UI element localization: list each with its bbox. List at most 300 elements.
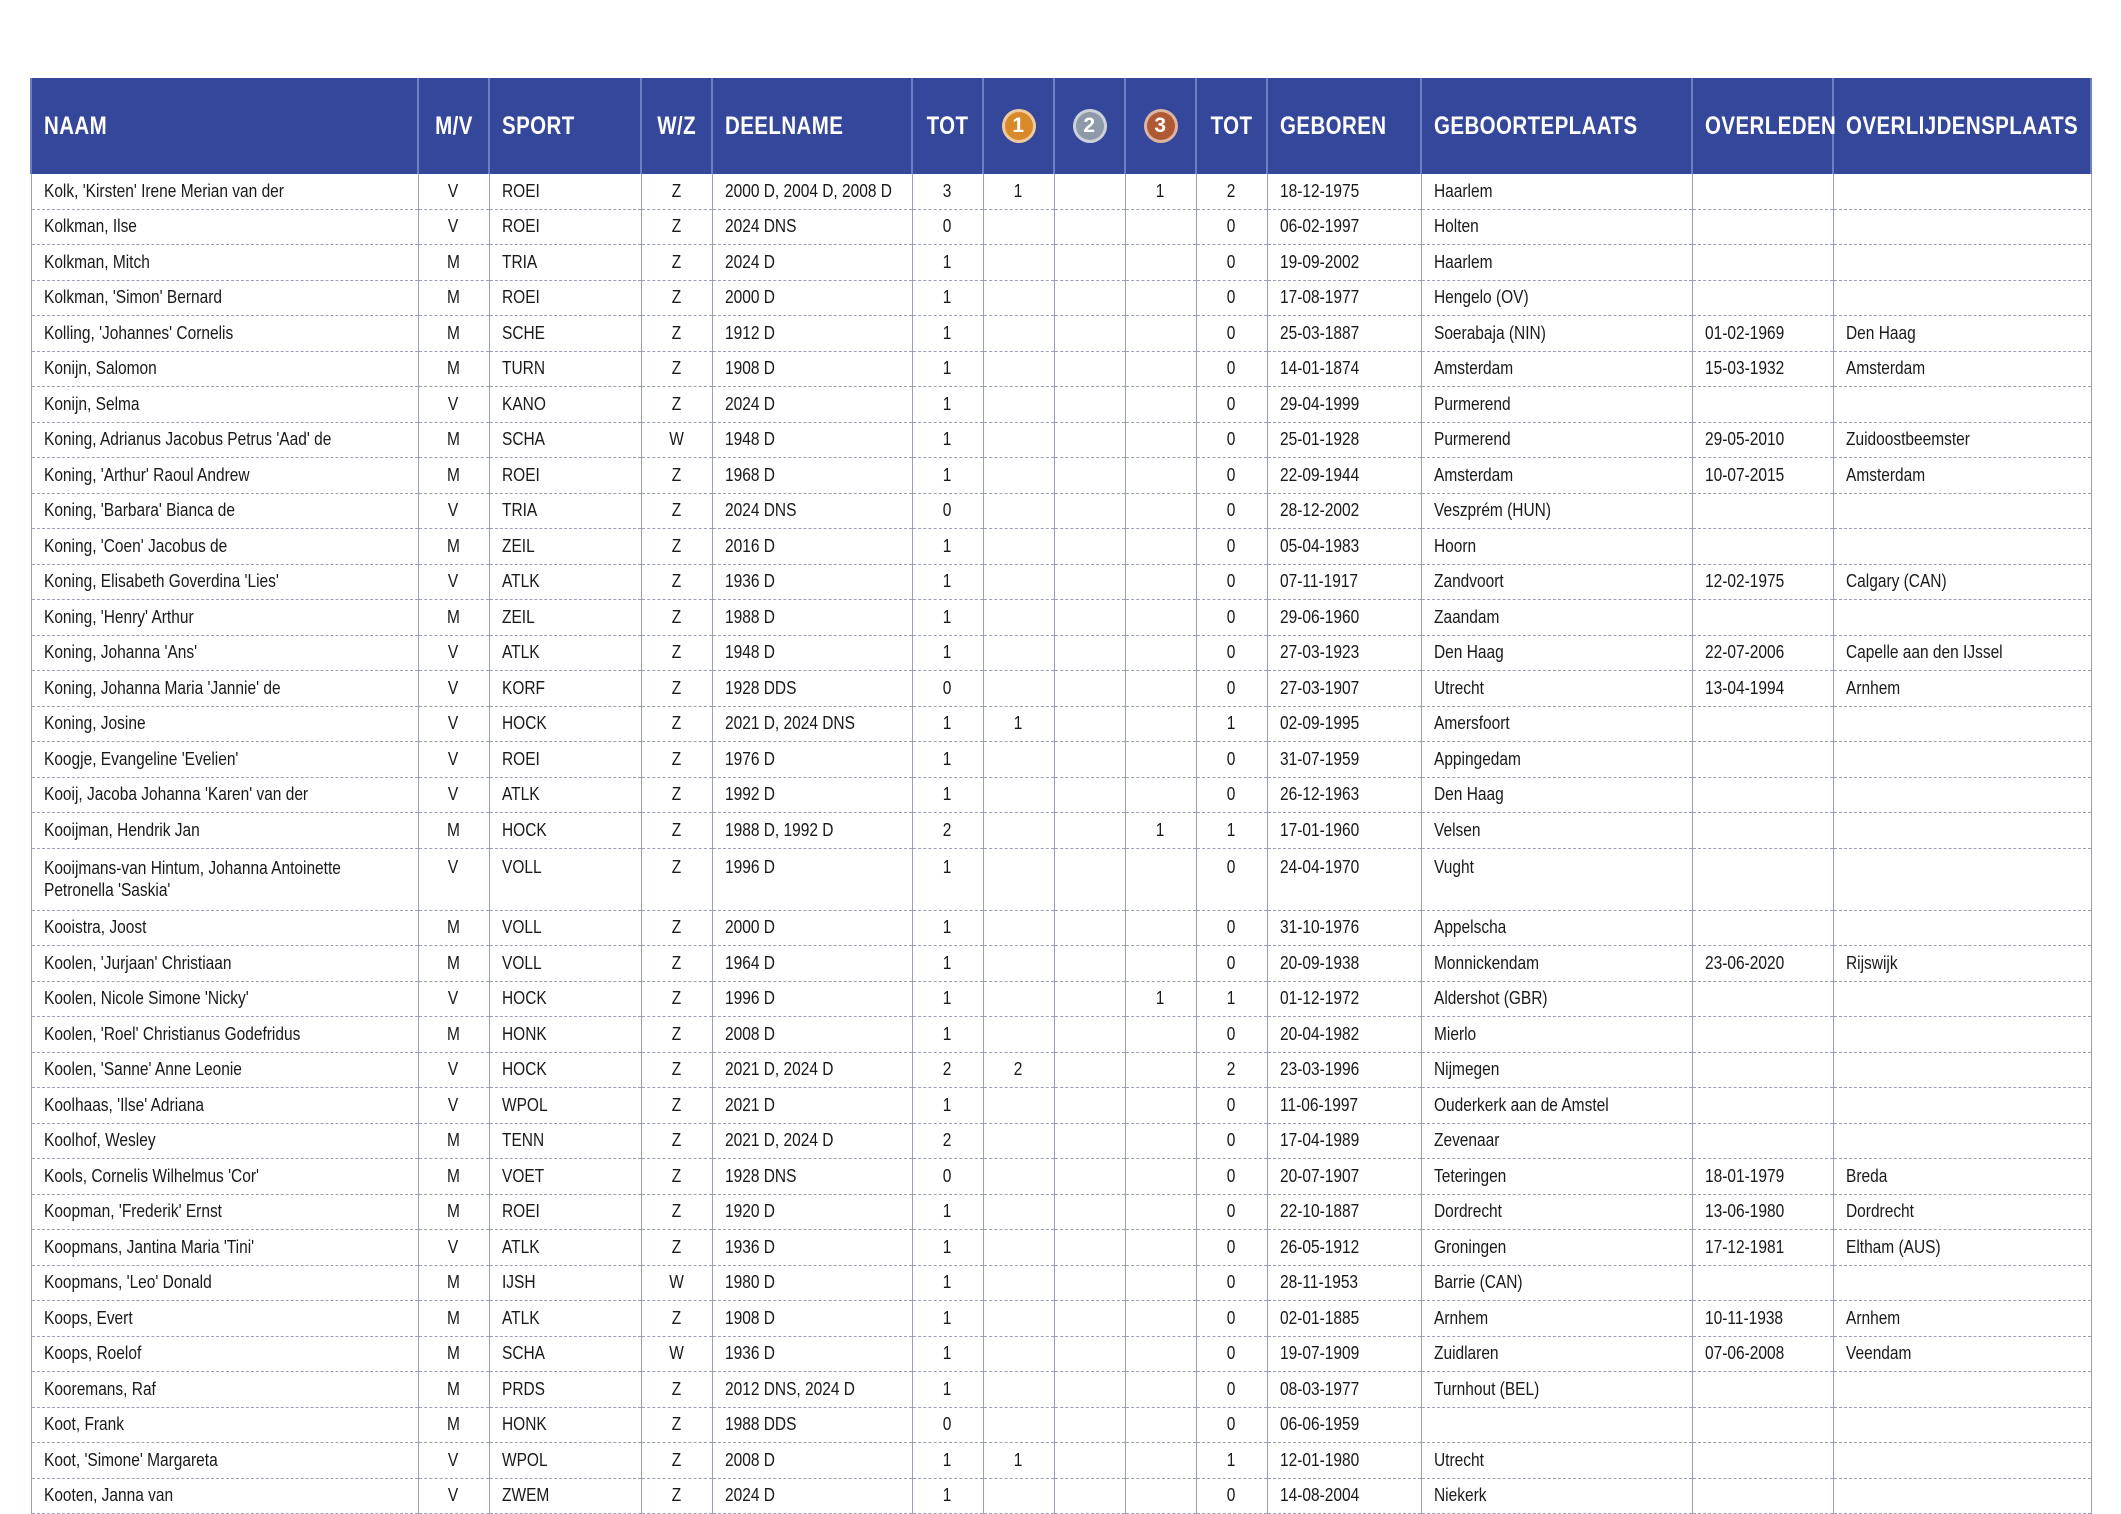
cell-tot-participations-text: 1 (943, 393, 952, 414)
cell-deelname-text: 1988 DDS (724, 1414, 796, 1435)
cell-deelname-text: 1920 D (724, 1201, 775, 1222)
cell-geboorteplaats-text: Holten (1433, 216, 1479, 237)
cell-overleden (1692, 742, 1833, 778)
cell-wz (641, 1052, 712, 1088)
cell-gold (983, 1478, 1054, 1514)
cell-naam-text: Konijn, Salomon (43, 358, 157, 379)
cell-wz (641, 1017, 712, 1053)
cell-silver (1054, 387, 1125, 423)
cell-sport (489, 493, 641, 529)
cell-overleden (1692, 981, 1833, 1017)
cell-sport (489, 209, 641, 245)
cell-deelname (712, 742, 912, 778)
cell-mv (418, 1407, 489, 1443)
cell-silver (1054, 1088, 1125, 1124)
cell-sport (489, 1372, 641, 1408)
cell-geboorteplaats-text: Velsen (1433, 819, 1480, 840)
cell-geboorteplaats (1421, 387, 1692, 423)
cell-mv-text: V (448, 180, 459, 201)
cell-geboren (1267, 316, 1421, 352)
cell-tot-participations-text: 1 (943, 1272, 952, 1293)
cell-deelname (712, 813, 912, 849)
table-row (31, 946, 2091, 982)
cell-overleden (1692, 1336, 1833, 1372)
cell-bronze (1125, 600, 1196, 636)
cell-naam (31, 1336, 418, 1372)
cell-overleden-text: 07-06-2008 (1704, 1343, 1784, 1364)
cell-deelname-text: 1976 D (724, 748, 775, 769)
cell-bronze (1125, 493, 1196, 529)
cell-overlijdensplaats (1833, 1123, 2091, 1159)
cell-mv-text: V (448, 1449, 459, 1470)
cell-sport (489, 351, 641, 387)
cell-geboorteplaats (1421, 458, 1692, 494)
table-row (31, 1372, 2091, 1408)
cell-overleden (1692, 848, 1833, 910)
header-naam: NAAM (31, 78, 418, 174)
table-row (31, 422, 2091, 458)
cell-deelname (712, 1443, 912, 1479)
cell-mv (418, 174, 489, 209)
cell-tot-participations-text: 0 (943, 500, 952, 521)
cell-gold (983, 1123, 1054, 1159)
table-row (31, 600, 2091, 636)
cell-tot-medals-text: 0 (1227, 677, 1236, 698)
cell-overleden (1692, 564, 1833, 600)
cell-tot-participations (912, 981, 983, 1017)
cell-wz (641, 777, 712, 813)
cell-mv-text: M (447, 1378, 460, 1399)
cell-naam (31, 387, 418, 423)
cell-overleden (1692, 1230, 1833, 1266)
cell-overlijdensplaats (1833, 1372, 2091, 1408)
cell-sport-text: VOLL (501, 917, 542, 938)
cell-bronze (1125, 1443, 1196, 1479)
cell-naam-text: Kolling, 'Johannes' Cornelis (43, 322, 233, 343)
cell-silver (1054, 493, 1125, 529)
cell-mv-text: M (447, 251, 460, 272)
cell-tot-medals (1196, 1194, 1267, 1230)
table-row (31, 671, 2091, 707)
cell-wz (641, 946, 712, 982)
cell-geboren (1267, 564, 1421, 600)
cell-bronze (1125, 910, 1196, 946)
cell-tot-participations (912, 174, 983, 209)
cell-tot-medals (1196, 1088, 1267, 1124)
cell-tot-medals (1196, 777, 1267, 813)
cell-naam-text: Kolkman, Mitch (43, 251, 150, 272)
cell-overleden-text: 23-06-2020 (1704, 952, 1784, 973)
cell-tot-participations (912, 1336, 983, 1372)
cell-mv-text: V (448, 1485, 459, 1506)
cell-gold (983, 1443, 1054, 1479)
cell-silver (1054, 1407, 1125, 1443)
cell-naam (31, 813, 418, 849)
table-row (31, 848, 2091, 910)
cell-sport (489, 1230, 641, 1266)
cell-geboorteplaats (1421, 209, 1692, 245)
header-wz: W/Z (641, 78, 712, 174)
cell-wz (641, 1407, 712, 1443)
cell-wz-text: Z (671, 952, 682, 973)
cell-mv (418, 706, 489, 742)
cell-geboren-text: 06-02-1997 (1279, 216, 1359, 237)
cell-deelname (712, 1478, 912, 1514)
cell-mv (418, 635, 489, 671)
cell-overlijdensplaats (1833, 245, 2091, 281)
cell-gold (983, 458, 1054, 494)
table-row (31, 564, 2091, 600)
cell-sport (489, 529, 641, 565)
cell-tot-participations-text: 1 (943, 1343, 952, 1364)
header-geboorteplaats: GEBOORTEPLAATS (1421, 78, 1692, 174)
cell-deelname (712, 493, 912, 529)
cell-overlijdensplaats (1833, 458, 2091, 494)
cell-mv-text: M (447, 1023, 460, 1044)
cell-overlijdensplaats (1833, 1052, 2091, 1088)
cell-tot-participations (912, 1052, 983, 1088)
cell-overleden (1692, 1407, 1833, 1443)
cell-wz-text: Z (671, 713, 682, 734)
cell-mv-text: V (448, 677, 459, 698)
olympians-table (30, 78, 2092, 1514)
cell-gold (983, 351, 1054, 387)
cell-deelname (712, 1265, 912, 1301)
cell-deelname-text: 2016 D (724, 535, 775, 556)
cell-wz (641, 1478, 712, 1514)
cell-deelname-text: 2021 D, 2024 D (724, 1059, 833, 1080)
cell-overlijdensplaats-text: Rijswijk (1845, 952, 1898, 973)
cell-deelname (712, 1230, 912, 1266)
cell-geboren-text: 19-07-1909 (1279, 1343, 1359, 1364)
cell-tot-participations-text: 0 (943, 677, 952, 698)
cell-tot-medals (1196, 1052, 1267, 1088)
cell-wz (641, 351, 712, 387)
table-row (31, 493, 2091, 529)
cell-tot-participations-text: 0 (943, 216, 952, 237)
cell-overlijdensplaats-text: Zuidoostbeemster (1845, 429, 1970, 450)
cell-silver (1054, 706, 1125, 742)
cell-deelname-text: 2024 DNS (724, 216, 796, 237)
cell-sport-text: WPOL (501, 1094, 548, 1115)
table-row (31, 635, 2091, 671)
cell-deelname-text: 1948 D (724, 429, 775, 450)
cell-tot-medals (1196, 635, 1267, 671)
cell-geboren-text: 06-06-1959 (1279, 1414, 1359, 1435)
cell-wz (641, 742, 712, 778)
cell-deelname (712, 706, 912, 742)
cell-sport (489, 742, 641, 778)
cell-deelname (712, 848, 912, 910)
cell-wz-text: Z (671, 180, 682, 201)
cell-gold (983, 529, 1054, 565)
cell-overleden (1692, 209, 1833, 245)
cell-geboren-text: 20-04-1982 (1279, 1023, 1359, 1044)
cell-bronze (1125, 1336, 1196, 1372)
cell-silver (1054, 280, 1125, 316)
cell-geboorteplaats (1421, 635, 1692, 671)
cell-geboorteplaats-text: Purmerend (1433, 393, 1511, 414)
cell-wz-text: W (669, 429, 684, 450)
header-sport: SPORT (489, 78, 641, 174)
cell-tot-medals (1196, 848, 1267, 910)
cell-sport (489, 635, 641, 671)
cell-wz-text: Z (671, 1165, 682, 1186)
cell-sport-text: ATLK (501, 1236, 540, 1257)
cell-geboren-text: 29-04-1999 (1279, 393, 1359, 414)
cell-mv (418, 1123, 489, 1159)
cell-mv (418, 422, 489, 458)
cell-sport (489, 910, 641, 946)
cell-tot-medals (1196, 1301, 1267, 1337)
cell-overlijdensplaats-text: Arnhem (1845, 677, 1900, 698)
cell-sport (489, 422, 641, 458)
cell-geboorteplaats-text: Groningen (1433, 1236, 1506, 1257)
cell-sport (489, 1123, 641, 1159)
cell-tot-medals-text: 0 (1227, 500, 1236, 521)
cell-geboren-text: 22-09-1944 (1279, 464, 1359, 485)
cell-sport-text: TRIA (501, 251, 537, 272)
cell-tot-medals (1196, 600, 1267, 636)
cell-wz (641, 280, 712, 316)
cell-naam (31, 742, 418, 778)
cell-geboorteplaats (1421, 1017, 1692, 1053)
cell-naam-text: Kolkman, Ilse (43, 216, 137, 237)
cell-naam (31, 174, 418, 209)
cell-wz-text: Z (671, 988, 682, 1009)
cell-tot-participations (912, 493, 983, 529)
cell-mv (418, 493, 489, 529)
cell-overlijdensplaats-text: Den Haag (1845, 322, 1916, 343)
cell-naam (31, 1230, 418, 1266)
cell-mv-text: V (448, 1059, 459, 1080)
cell-wz-text: Z (671, 784, 682, 805)
cell-bronze (1125, 316, 1196, 352)
cell-geboren (1267, 493, 1421, 529)
cell-bronze (1125, 280, 1196, 316)
cell-geboorteplaats-text: Hengelo (OV) (1433, 287, 1529, 308)
cell-sport-text: HOCK (501, 713, 547, 734)
cell-tot-participations (912, 1230, 983, 1266)
cell-wz-text: Z (671, 393, 682, 414)
cell-mv (418, 564, 489, 600)
cell-wz-text: Z (671, 1414, 682, 1435)
header-row (31, 78, 2091, 174)
cell-naam-text: Koogje, Evangeline 'Evelien' (43, 748, 238, 769)
cell-geboorteplaats (1421, 777, 1692, 813)
cell-deelname-text: 1908 D (724, 358, 775, 379)
cell-wz (641, 848, 712, 910)
cell-geboorteplaats (1421, 1194, 1692, 1230)
cell-geboorteplaats (1421, 742, 1692, 778)
cell-bronze (1125, 1159, 1196, 1195)
cell-geboren (1267, 1478, 1421, 1514)
cell-mv (418, 600, 489, 636)
cell-tot-medals (1196, 1478, 1267, 1514)
cell-deelname (712, 529, 912, 565)
cell-tot-participations (912, 1123, 983, 1159)
cell-sport-text: ROEI (501, 1201, 540, 1222)
cell-geboorteplaats (1421, 174, 1692, 209)
cell-deelname-text: 1996 D (724, 856, 775, 877)
cell-geboorteplaats (1421, 1407, 1692, 1443)
cell-wz (641, 910, 712, 946)
cell-mv (418, 946, 489, 982)
cell-tot-participations (912, 635, 983, 671)
olympians-table-sheet (30, 78, 2090, 1514)
cell-deelname-text: 1936 D (724, 1236, 775, 1257)
cell-silver (1054, 671, 1125, 707)
cell-tot-participations (912, 910, 983, 946)
cell-overlijdensplaats (1833, 1478, 2091, 1514)
cell-sport (489, 981, 641, 1017)
cell-wz-text: Z (671, 677, 682, 698)
cell-wz-text: W (669, 1343, 684, 1364)
cell-overlijdensplaats (1833, 351, 2091, 387)
cell-mv (418, 209, 489, 245)
cell-silver (1054, 245, 1125, 281)
cell-deelname-text: 1992 D (724, 784, 775, 805)
cell-wz (641, 635, 712, 671)
cell-naam-text: Koning, Josine (43, 713, 146, 734)
cell-tot-participations (912, 209, 983, 245)
cell-overleden-text: 10-11-1938 (1704, 1307, 1783, 1328)
cell-gold (983, 1088, 1054, 1124)
cell-tot-medals (1196, 742, 1267, 778)
cell-mv (418, 777, 489, 813)
cell-geboren-text: 17-01-1960 (1279, 819, 1359, 840)
cell-geboren (1267, 422, 1421, 458)
cell-tot-medals-text: 0 (1227, 748, 1236, 769)
cell-overlijdensplaats (1833, 777, 2091, 813)
cell-overleden (1692, 387, 1833, 423)
cell-wz-text: Z (671, 1307, 682, 1328)
cell-deelname (712, 777, 912, 813)
cell-geboorteplaats (1421, 1443, 1692, 1479)
cell-overleden (1692, 910, 1833, 946)
cell-wz (641, 1372, 712, 1408)
cell-bronze (1125, 1123, 1196, 1159)
cell-tot-medals-text: 0 (1227, 856, 1236, 877)
cell-geboren (1267, 813, 1421, 849)
cell-geboren-text: 27-03-1907 (1279, 677, 1359, 698)
cell-geboren (1267, 1301, 1421, 1337)
cell-geboorteplaats-text: Haarlem (1433, 251, 1493, 272)
cell-overleden (1692, 422, 1833, 458)
cell-tot-participations-text: 3 (943, 180, 952, 201)
cell-tot-participations (912, 280, 983, 316)
cell-deelname (712, 1372, 912, 1408)
cell-tot-medals-text: 0 (1227, 784, 1236, 805)
cell-geboren-text: 20-09-1938 (1279, 952, 1359, 973)
cell-tot-participations-text: 1 (943, 917, 952, 938)
cell-tot-medals (1196, 671, 1267, 707)
cell-naam (31, 351, 418, 387)
cell-naam-text: Koot, 'Simone' Margareta (43, 1449, 218, 1470)
cell-overleden-text: 17-12-1981 (1704, 1236, 1784, 1257)
cell-gold (983, 1336, 1054, 1372)
cell-tot-medals-text: 2 (1227, 1059, 1236, 1080)
cell-tot-medals (1196, 1159, 1267, 1195)
cell-geboorteplaats-text: Amersfoort (1433, 713, 1510, 734)
cell-silver (1054, 1123, 1125, 1159)
cell-mv (418, 1017, 489, 1053)
cell-deelname-text: 1968 D (724, 464, 775, 485)
cell-deelname-text: 1936 D (724, 571, 775, 592)
cell-geboren-text: 14-08-2004 (1279, 1485, 1359, 1506)
cell-sport-text: TENN (501, 1130, 544, 1151)
cell-tot-participations (912, 1265, 983, 1301)
cell-geboren-text: 19-09-2002 (1279, 251, 1359, 272)
cell-mv (418, 280, 489, 316)
cell-bronze-text: 1 (1156, 988, 1165, 1009)
cell-mv-text: M (447, 1130, 460, 1151)
cell-geboorteplaats (1421, 1478, 1692, 1514)
cell-sport-text: ZWEM (501, 1485, 549, 1506)
cell-overlijdensplaats (1833, 174, 2091, 209)
cell-tot-participations (912, 1372, 983, 1408)
cell-geboorteplaats-text: Den Haag (1433, 784, 1504, 805)
cell-deelname (712, 387, 912, 423)
cell-silver (1054, 316, 1125, 352)
cell-tot-medals (1196, 1443, 1267, 1479)
cell-mv-text: M (447, 917, 460, 938)
cell-silver (1054, 1336, 1125, 1372)
cell-geboren (1267, 706, 1421, 742)
cell-geboorteplaats-text: Zaandam (1433, 606, 1499, 627)
cell-wz (641, 1230, 712, 1266)
cell-tot-medals (1196, 458, 1267, 494)
table-row (31, 1159, 2091, 1195)
cell-silver (1054, 351, 1125, 387)
cell-mv (418, 1052, 489, 1088)
cell-naam-text: Koops, Evert (43, 1307, 133, 1328)
cell-deelname-text: 2024 DNS (724, 500, 796, 521)
cell-tot-participations-text: 1 (943, 1485, 952, 1506)
cell-geboren-text: 17-08-1977 (1279, 287, 1359, 308)
cell-wz-text: Z (671, 1236, 682, 1257)
cell-mv (418, 458, 489, 494)
cell-wz-text: Z (671, 571, 682, 592)
cell-sport (489, 1194, 641, 1230)
cell-tot-medals-text: 0 (1227, 642, 1236, 663)
cell-geboren (1267, 1443, 1421, 1479)
cell-sport-text: ROEI (501, 287, 540, 308)
cell-tot-participations (912, 1301, 983, 1337)
cell-geboren-text: 31-10-1976 (1279, 917, 1359, 938)
cell-tot-medals-text: 0 (1227, 1272, 1236, 1293)
cell-bronze (1125, 1017, 1196, 1053)
cell-mv (418, 1336, 489, 1372)
cell-deelname (712, 1123, 912, 1159)
cell-gold (983, 1301, 1054, 1337)
cell-geboorteplaats-text: Barrie (CAN) (1433, 1272, 1523, 1293)
cell-overleden (1692, 280, 1833, 316)
cell-naam (31, 1088, 418, 1124)
silver-medal-icon: 2 (1073, 109, 1107, 143)
cell-tot-participations-text: 1 (943, 713, 952, 734)
table-row (31, 1194, 2091, 1230)
cell-bronze (1125, 174, 1196, 209)
cell-geboren (1267, 458, 1421, 494)
cell-overlijdensplaats-text: Veendam (1845, 1343, 1911, 1364)
cell-bronze (1125, 1301, 1196, 1337)
cell-deelname (712, 1194, 912, 1230)
cell-geboorteplaats (1421, 813, 1692, 849)
cell-sport-text: SCHA (501, 1343, 545, 1364)
cell-mv-text: V (448, 393, 459, 414)
cell-mv (418, 351, 489, 387)
